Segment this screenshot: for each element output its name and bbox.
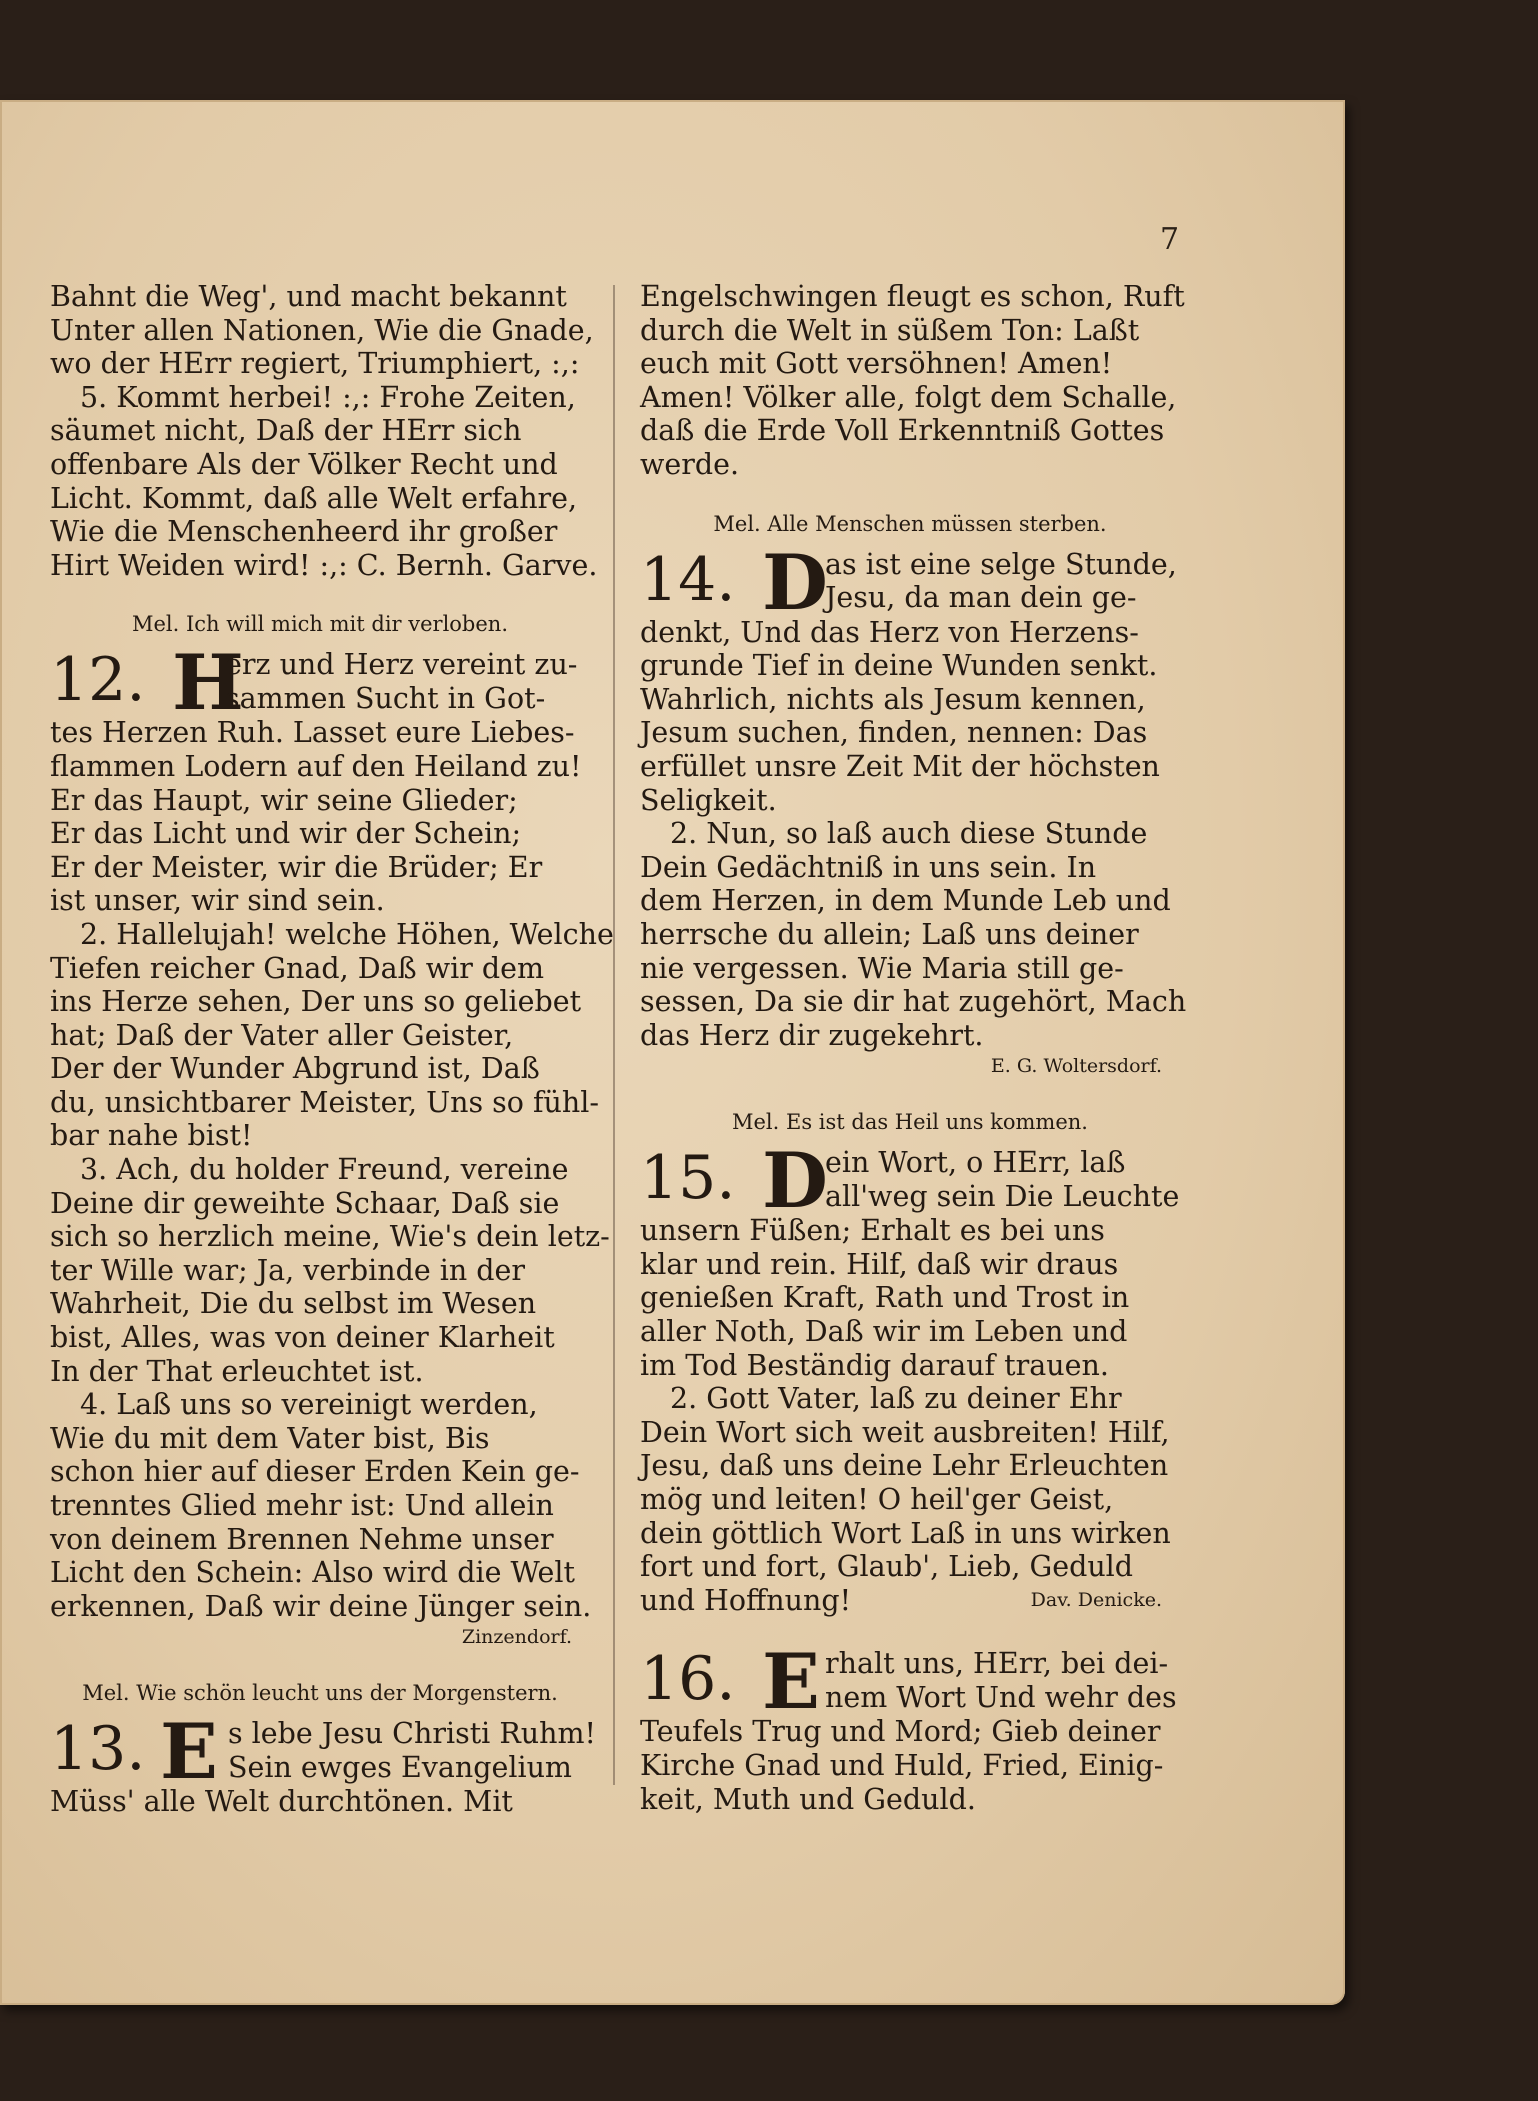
drop-cap: E bbox=[160, 1707, 218, 1797]
drop-cap: H bbox=[172, 638, 244, 728]
hymn-14-head bbox=[640, 537, 1180, 627]
melody-line: Mel. Es ist das Heil uns kommen. bbox=[732, 1110, 1088, 1135]
hymn-12-head bbox=[50, 638, 590, 728]
hymn-15-head bbox=[640, 1136, 1180, 1226]
verse-line: flammen Lodern auf den Heiland zu! bbox=[50, 749, 582, 783]
text-line: rhalt uns, HErr, bei dei- bbox=[825, 1647, 1169, 1681]
text-line: ein Wort, o HErr, laß bbox=[825, 1146, 1126, 1180]
text-line: Engelschwingen fleugt es schon, Ruft bbox=[640, 280, 1185, 313]
text-line: durch die Welt in süßem Ton: Laßt bbox=[640, 313, 1140, 347]
verse-line: Jesu, daß uns deine Lehr Erleuchten bbox=[640, 1449, 1169, 1483]
verse-line: schon hier auf dieser Erden Kein ge- bbox=[50, 1455, 580, 1489]
verse-line: ter Wille war; Ja, verbinde in der bbox=[50, 1253, 526, 1287]
verse-line: klar und rein. Hilf, daß wir draus bbox=[640, 1247, 1119, 1281]
verse-line: Wahrlich, nichts als Jesum kennen, bbox=[640, 682, 1146, 716]
spacer bbox=[640, 1617, 1180, 1647]
verse-line: Jesum suchen, finden, nennen: Das bbox=[640, 716, 1148, 750]
verse-line: Wie du mit dem Vater bist, Bis bbox=[50, 1421, 490, 1455]
verse-line: bist, Alles, was von deiner Klarheit bbox=[50, 1321, 555, 1355]
verse-line: Dein Wort sich weit ausbreiten! Hilf, bbox=[640, 1415, 1170, 1449]
hymn-number: 14. bbox=[640, 544, 736, 615]
verse-line: Licht den Schein: Also wird die Welt bbox=[50, 1556, 575, 1590]
verse-line: Seligkeit. bbox=[640, 783, 777, 817]
hymn-number: 16. bbox=[640, 1644, 736, 1715]
verse-line: du, unsichtbarer Meister, Uns so fühl- bbox=[50, 1085, 599, 1119]
verse-line: nie vergessen. Wie Maria still ge- bbox=[640, 951, 1124, 985]
verse-line: denkt, Und das Herz von Herzens- bbox=[640, 615, 1139, 649]
verse-line: Tiefen reicher Gnad, Daß wir dem bbox=[50, 951, 545, 985]
verse-line: aller Noth, Daß wir im Leben und bbox=[640, 1315, 1128, 1349]
verse-line: ins Herze sehen, Der uns so geliebet bbox=[50, 985, 582, 1019]
verse-line: säumet nicht, Daß der HErr sich bbox=[50, 414, 522, 448]
drop-cap: D bbox=[762, 537, 828, 627]
verse-line: erkennen, Daß wir deine Jünger sein. bbox=[50, 1589, 592, 1623]
hymn-16-head bbox=[640, 1637, 1180, 1727]
text-line: wo der HErr regiert, Triumphiert, :,: bbox=[50, 347, 580, 381]
author-attribution: E. G. Woltersdorf. bbox=[990, 1055, 1162, 1078]
verse-line: 4. Laß uns so vereinigt werden, bbox=[80, 1388, 538, 1422]
text-line: Sein ewges Evangelium bbox=[228, 1750, 572, 1784]
text-line: nem Wort Und wehr des bbox=[825, 1681, 1177, 1714]
verse-line: Teufels Trug und Mord; Gieb deiner bbox=[640, 1715, 1161, 1749]
verse-line: Wahrheit, Die du selbst im Wesen bbox=[50, 1287, 537, 1321]
verse-line: hat; Daß der Vater aller Geister, bbox=[50, 1018, 514, 1052]
right-column bbox=[640, 280, 1187, 1816]
verse-line: sich so herzlich meine, Wie's dein letz- bbox=[50, 1220, 610, 1254]
verse-line: im Tod Beständig darauf trauen. bbox=[640, 1348, 1109, 1382]
verse-line: unsern Füßen; Erhalt es bei uns bbox=[640, 1214, 1105, 1248]
column-divider bbox=[613, 285, 615, 1785]
text-line: daß die Erde Voll Erkenntniß Gottes bbox=[640, 414, 1165, 448]
verse-line: 2. Nun, so laß auch diese Stunde bbox=[670, 817, 1148, 851]
author-attribution: Zinzendorf. bbox=[461, 1626, 572, 1649]
text-line: s lebe Jesu Christi Ruhm! bbox=[228, 1717, 596, 1751]
drop-cap: E bbox=[762, 1637, 820, 1727]
verse-line: dem Herzen, in dem Munde Leb und bbox=[640, 884, 1171, 918]
verse-line: Kirche Gnad und Huld, Fried, Einig- bbox=[640, 1749, 1164, 1782]
verse-line: Müss' alle Welt durchtönen. Mit bbox=[50, 1785, 513, 1819]
text-line: Amen! Völker alle, folgt dem Schalle, bbox=[640, 380, 1177, 414]
verse-line: genießen Kraft, Rath und Trost in bbox=[640, 1281, 1130, 1315]
verse-line: Licht. Kommt, daß alle Welt erfahre, bbox=[50, 481, 578, 515]
verse-line bbox=[640, 1584, 1180, 1618]
melody-line: Mel. Ich will mich mit dir verloben. bbox=[131, 612, 509, 637]
verse-line: bar nahe bist! bbox=[50, 1119, 253, 1153]
verse-line: offenbare Als der Völker Recht und bbox=[50, 447, 558, 481]
hymn-13-head bbox=[50, 1707, 596, 1797]
verse-line: Der der Wunder Abgrund ist, Daß bbox=[50, 1052, 540, 1086]
verse-line: Deine dir geweihte Schaar, Daß sie bbox=[50, 1186, 560, 1220]
verse-line: erfüllet unsre Zeit Mit der höchsten bbox=[640, 749, 1160, 783]
verse-line: das Herz dir zugekehrt. bbox=[640, 1018, 984, 1052]
text-line: werde. bbox=[640, 447, 740, 481]
text-line: Jesu, da man dein ge- bbox=[825, 581, 1137, 615]
verse-line: 3. Ach, du holder Freund, vereine bbox=[80, 1153, 569, 1187]
verse-line: trenntes Glied mehr ist: Und allein bbox=[50, 1489, 554, 1522]
text-line: euch mit Gott versöhnen! Amen! bbox=[640, 347, 1113, 381]
verse-line: sessen, Da sie dir hat zugehört, Mach bbox=[640, 985, 1187, 1019]
text-line: all'weg sein Die Leuchte bbox=[825, 1179, 1180, 1213]
text-line: erz und Herz vereint zu- bbox=[225, 648, 578, 682]
verse-line: fort und fort, Glaub', Lieb, Geduld bbox=[640, 1550, 1134, 1584]
hymn-number: 13. bbox=[50, 1714, 146, 1785]
verse-line: mög und leiten! O heil'ger Geist, bbox=[640, 1483, 1114, 1517]
drop-cap: D bbox=[762, 1136, 828, 1226]
verse-line: Er das Licht und wir der Schein; bbox=[50, 817, 522, 851]
hymn-number: 12. bbox=[50, 645, 146, 716]
left-column bbox=[50, 280, 614, 1819]
verse-line: Hirt Weiden wird! :,: C. Bernh. Garve. bbox=[50, 548, 598, 582]
melody-line: Mel. Alle Menschen müssen sterben. bbox=[713, 511, 1107, 536]
page-number: 7 bbox=[1160, 222, 1180, 257]
verse-line: herrsche du allein; Laß uns deiner bbox=[640, 917, 1139, 951]
text-line: sammen Sucht in Got- bbox=[225, 681, 546, 715]
text-line: Unter allen Nationen, Wie die Gnade, bbox=[50, 313, 594, 347]
verse-line: Er der Meister, wir die Brüder; Er bbox=[50, 850, 543, 884]
hymn-number: 15. bbox=[640, 1143, 736, 1214]
melody-line: Mel. Wie schön leucht uns der Morgenstern. bbox=[82, 1681, 558, 1706]
text-line: Bahnt die Weg', und macht bekannt bbox=[50, 280, 567, 313]
verse-line: 2. Hallelujah! welche Höhen, Welche bbox=[80, 917, 614, 951]
author-attribution: Dav. Denicke. bbox=[1030, 1588, 1162, 1611]
verse-line: ist unser, wir sind sein. bbox=[50, 884, 385, 918]
text-line: as ist eine selge Stunde, bbox=[825, 547, 1177, 581]
verse-text: und Hoffnung! bbox=[640, 1583, 852, 1617]
verse-line: 2. Gott Vater, laß zu deiner Ehr bbox=[670, 1382, 1122, 1416]
verse-line: 5. Kommt herbei! :,: Frohe Zeiten, bbox=[80, 380, 576, 414]
verse-line: Wie die Menschenheerd ihr großer bbox=[50, 515, 558, 549]
verse-line: tes Herzen Ruh. Lasset eure Liebes- bbox=[50, 716, 575, 750]
verse-line: Er das Haupt, wir seine Glieder; bbox=[50, 783, 518, 817]
verse-line: von deinem Brennen Nehme unser bbox=[50, 1522, 554, 1556]
verse-line: dein göttlich Wort Laß in uns wirken bbox=[640, 1516, 1171, 1550]
verse-line: grunde Tief in deine Wunden senkt. bbox=[640, 649, 1158, 683]
verse-line: In der That erleuchtet ist. bbox=[50, 1354, 424, 1388]
verse-line: Dein Gedächtniß in uns sein. In bbox=[640, 850, 1097, 884]
verse-line: keit, Muth und Geduld. bbox=[640, 1782, 976, 1816]
